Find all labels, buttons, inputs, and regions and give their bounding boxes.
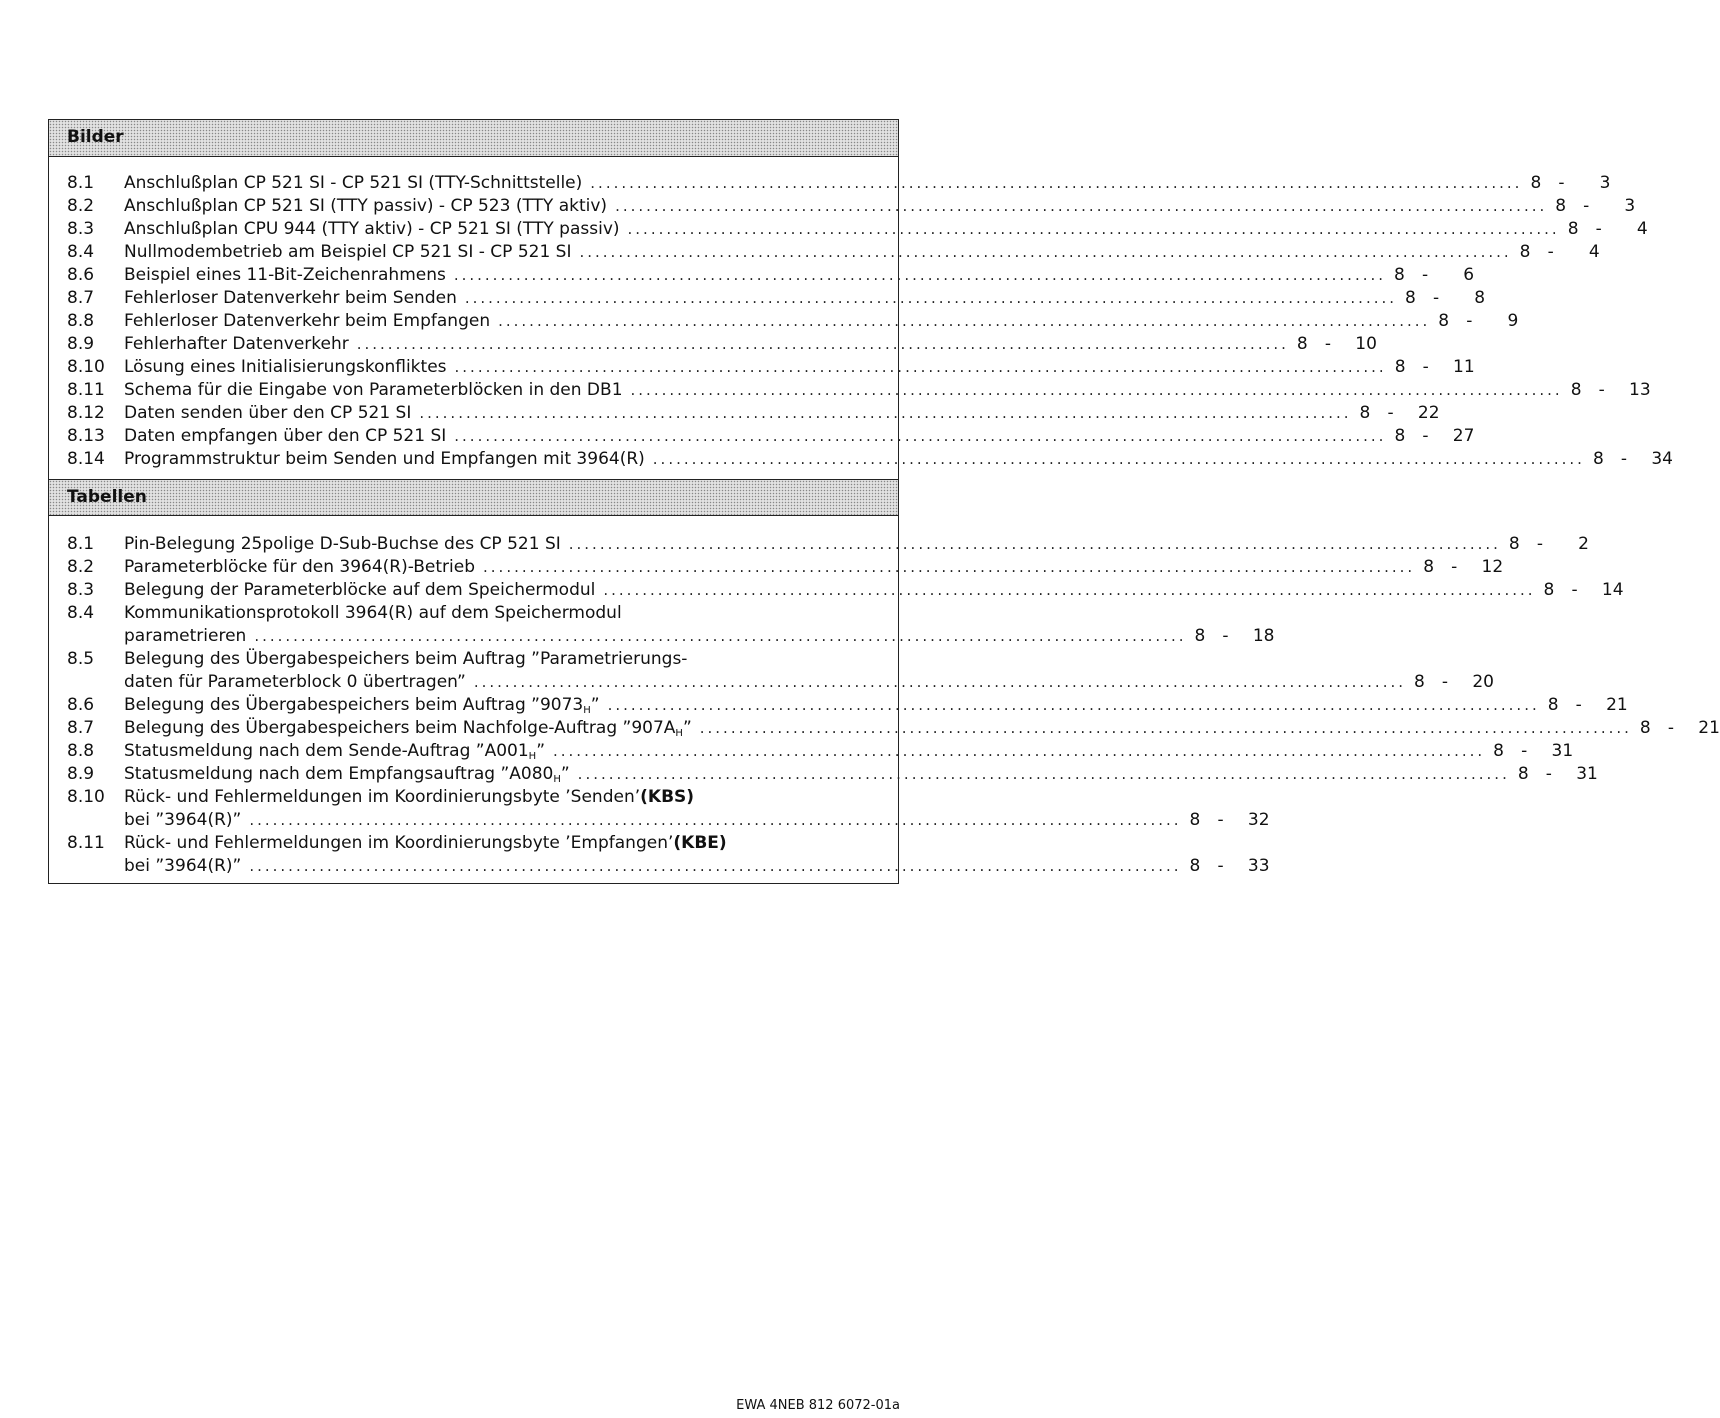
page-separator: - [1521,741,1528,761]
entry-number: 8.2 [67,557,95,577]
entry-body [124,195,1635,218]
entry-body [124,172,1610,195]
entry-page [1544,579,1624,602]
toc-entry[interactable] [67,648,1494,694]
entry-page [1423,556,1503,579]
page-chapter: 8 [1189,856,1201,876]
page-separator: - [1667,718,1674,738]
page-number: 2 [1578,534,1589,554]
entry-title: Pin-Belegung 25polige D-Sub-Buchse des CP 521 SI [124,534,561,554]
entry-number: 8.3 [67,580,95,600]
entry-body [124,264,1474,287]
page-separator: - [1387,403,1394,423]
entry-body [124,763,1598,786]
entry-body [124,786,1270,832]
entry-title-line [124,694,1628,717]
page-chapter: 8 [1517,764,1529,784]
section-title: Bilder [67,127,124,147]
entry-body [124,333,1377,356]
page-chapter: 8 [1423,557,1435,577]
entry-title: Belegung der Parameterblöcke auf dem Speichermodul [124,580,596,600]
entry-body [124,832,1270,878]
page-chapter: 8 [1438,311,1450,331]
page-number: 8 [1474,288,1486,308]
page-number: 11 [1453,357,1475,377]
entry-title-part: Kommunikationsprotokoll 3964(R) auf dem Speichermodul [124,603,622,623]
entry-page [1493,740,1573,763]
page-number: 21 [1606,695,1628,715]
leader-dots: ........................................................................................................................ [615,197,1548,215]
entry-page [1571,379,1651,402]
leader-dots: ........................................................................................................................ [464,289,1398,307]
leader-dots: ........................................................................................................................ [356,335,1289,353]
entry-title-line [124,379,1651,402]
entry-number: 8.1 [67,534,95,554]
entry-number: 8.9 [67,764,95,784]
entry-title-line [124,533,1589,556]
toc-entry[interactable] [67,717,1720,740]
entry-title-line [124,602,1275,625]
entry-page [1394,264,1474,287]
entry-page [1190,809,1270,832]
page-chapter: 8 [1405,288,1416,308]
entry-body [124,356,1475,379]
entry-title-line [124,740,1573,763]
page-chapter: 8 [1394,265,1405,285]
bilder-list [67,172,1673,471]
page-separator: - [1547,242,1554,262]
leader-dots: ........................................................................................................................ [630,381,1563,399]
entry-title: Lösung eines Initialisierungskonfliktes [124,357,447,377]
page-separator: - [1598,380,1605,400]
leader-dots: ........................................................................................................................ [627,220,1560,238]
toc-entry[interactable] [67,425,1475,448]
leader-dots: ........................................................................................................................ [607,696,1540,714]
entry-title-line [124,402,1440,425]
page-separator: - [1432,288,1440,308]
page-separator: - [1421,265,1429,285]
entry-title-line [124,425,1474,448]
entry-body [124,425,1474,448]
entry-body [124,310,1518,333]
entry-body [124,556,1503,579]
entry-title-subscript: H [583,705,591,716]
toc-entry[interactable] [67,287,1486,310]
entry-title: bei ”3964(R)” [124,810,242,830]
entry-body [124,579,1624,602]
page-chapter: 8 [1567,219,1579,239]
entry-title-line [124,310,1518,333]
entry-number: 8.4 [67,242,95,262]
entry-title: Nullmodembetrieb am Beispiel CP 521 SI - CP 521 SI [124,242,572,262]
entry-page [1568,218,1648,241]
entry-title-line [124,671,1494,694]
page-separator: - [1422,426,1429,446]
leader-dots: ........................................................................................................................ [603,581,1536,599]
leader-dots: ........................................................................................................................ [454,427,1387,445]
entry-body [124,740,1573,763]
document-code: EWA 4NEB 812 6072-01a [736,1398,900,1413]
page-number: 27 [1452,426,1475,446]
entry-number: 8.6 [67,695,95,715]
entry-title-line [124,809,1270,832]
toc-entry[interactable] [67,356,1475,379]
entry-title-line [124,356,1475,379]
entry-page [1297,333,1377,356]
entry-title-line [124,333,1377,356]
entry-number: 8.5 [67,649,95,669]
entry-body [124,241,1600,264]
page-separator: - [1583,196,1590,216]
entry-page [1394,425,1474,448]
page-separator: - [1545,764,1552,784]
leader-dots: ........................................................................................................................ [590,174,1523,192]
page-chapter: 8 [1543,580,1555,600]
page-number: 31 [1551,741,1574,761]
entry-title [124,694,600,717]
toc-entry[interactable] [67,579,1624,602]
page-chapter: 8 [1555,196,1567,216]
page-chapter: 8 [1359,403,1371,423]
entry-number: 8.1 [67,173,95,193]
section-title: Tabellen [67,487,147,507]
leader-dots: ........................................................................................................................ [553,742,1486,760]
entry-title: Schema für die Eingabe von Parameterblöcken in den DB1 [124,380,623,400]
page-chapter: 8 [1519,242,1531,262]
page-number: 32 [1247,810,1270,830]
page-number: 10 [1355,334,1377,354]
leader-dots: ........................................................................................................................ [579,243,1512,261]
entry-title-part: Statusmeldung nach dem Empfangsauftrag ”A080 [124,764,554,784]
entry-number: 8.7 [67,288,95,308]
entry-title-line [124,763,1598,786]
entry-number: 8.14 [67,449,105,469]
entry-title-line [124,855,1270,878]
page-number: 3 [1599,173,1611,193]
entry-number: 8.11 [67,380,105,400]
page-number: 18 [1252,626,1275,646]
entry-title-part: ” [682,718,692,738]
toc-entry[interactable] [67,786,1270,832]
entry-number: 8.11 [67,833,105,853]
page-number: 6 [1463,265,1475,285]
entry-title-bold: (KBE) [673,833,727,853]
entry-title: Anschlußplan CPU 944 (TTY aktiv) - CP 521 SI (TTY passiv) [124,219,620,239]
entry-title: Fehlerhafter Datenverkehr [124,334,349,354]
entry-number: 8.10 [67,787,105,807]
page-separator: - [1558,173,1565,193]
page-number: 4 [1588,242,1600,262]
entry-title-line [124,579,1624,602]
entry-page [1438,310,1518,333]
page-number: 13 [1629,380,1651,400]
entry-title-line [124,264,1474,287]
entry-body [124,287,1485,310]
entry-title-subscript: H [675,728,683,739]
page-chapter: 8 [1394,357,1406,377]
entry-title-part: Rück- und Fehlermeldungen im Koordinierungsbyte ’Empfangen’ [124,833,674,853]
toc-entry[interactable] [67,333,1377,356]
page-separator: - [1451,557,1458,577]
entry-title: Fehlerloser Datenverkehr beim Empfangen [124,311,491,331]
entry-title: Parameterblöcke für den 3964(R)-Betrieb [124,557,476,577]
entry-number: 8.6 [67,265,95,285]
page-separator: - [1324,334,1331,354]
toc-entry[interactable] [67,310,1519,333]
page-chapter: 8 [1592,449,1604,469]
entry-title-subscript: H [528,751,537,762]
entry-title-line [124,832,1270,855]
entry-title-line [124,717,1720,740]
entry-body [124,448,1673,471]
entry-body [124,533,1589,556]
entry-title [124,717,692,740]
page-chapter: 8 [1547,695,1559,715]
page-number: 21 [1698,718,1720,738]
toc-entry[interactable] [67,402,1440,425]
toc-entry[interactable] [67,602,1275,648]
page-separator: - [1536,534,1543,554]
leader-dots: ........................................................................................................................ [699,719,1632,737]
page-chapter: 8 [1508,534,1520,554]
toc-entry[interactable] [67,195,1636,218]
entry-page [1520,241,1600,264]
entry-number: 8.8 [67,311,95,331]
page-separator: - [1575,695,1582,715]
entry-page [1593,448,1673,471]
page-number: 31 [1576,764,1598,784]
entry-title-line [124,241,1600,264]
entry-title-part: ” [590,695,600,715]
page-number: 34 [1651,449,1673,469]
entry-title: Daten senden über den CP 521 SI [124,403,412,423]
entry-title-bold: (KBS) [640,787,695,807]
entry-title: Fehlerloser Datenverkehr beim Senden [124,288,457,308]
entry-body [124,218,1648,241]
entry-number: 8.2 [67,196,95,216]
leader-dots: ........................................................................................................................ [577,765,1510,783]
entry-page [1640,717,1720,740]
entry-title-line [124,195,1635,218]
entry-title-subscript: H [553,774,561,785]
entry-title: Anschlußplan CP 521 SI - CP 521 SI (TTY-Schnittstelle) [124,173,583,193]
leader-dots: ........................................................................................................................ [568,535,1501,553]
entry-number: 8.10 [67,357,105,377]
page-number: 12 [1481,557,1504,577]
leader-dots: ........................................................................................................................ [419,404,1352,422]
entry-body [124,402,1440,425]
page-separator: - [1595,219,1602,239]
entry-page [1509,533,1589,556]
leader-dots: ........................................................................................................................ [249,811,1182,829]
entry-title [124,740,545,763]
page-separator: - [1217,856,1224,876]
entry-number: 8.4 [67,603,95,623]
leader-dots: ........................................................................................................................ [483,558,1416,576]
leader-dots: ........................................................................................................................ [652,450,1585,468]
entry-page [1405,287,1485,310]
page-separator: - [1217,810,1224,830]
entry-title-part: ” [560,764,570,784]
entry-page [1190,855,1270,878]
entry-body [124,602,1275,648]
entry-title: bei ”3964(R)” [124,856,242,876]
entry-title: Anschlußplan CP 521 SI (TTY passiv) - CP 523 (TTY aktiv) [124,196,608,216]
leader-dots: ........................................................................................................................ [473,673,1406,691]
entry-number: 8.7 [67,718,95,738]
page-chapter: 8 [1194,626,1206,646]
tabellen-list [67,533,1720,878]
entry-title-part: Belegung des Übergabespeichers beim Auftrag ”Parametrierungs- [124,649,688,669]
toc-entry[interactable] [67,694,1628,717]
page-chapter: 8 [1530,173,1542,193]
entry-number: 8.12 [67,403,105,423]
page-chapter: 8 [1570,380,1582,400]
entry-number: 8.9 [67,334,95,354]
entry-title [124,763,570,786]
toc-entry[interactable] [67,241,1600,264]
entry-body [124,379,1651,402]
entry-title-line [124,648,1494,671]
page-number: 14 [1601,580,1624,600]
page-number: 4 [1636,219,1648,239]
page-chapter: 8 [1414,672,1425,692]
entry-page [1360,402,1440,425]
toc-entry[interactable] [67,264,1475,287]
page-separator: - [1422,357,1429,377]
page-number: 22 [1417,403,1440,423]
toc-entry[interactable] [67,763,1598,786]
leader-dots: ........................................................................................................................ [453,266,1387,284]
toc-entry[interactable] [67,556,1504,579]
entry-title-part: Belegung des Übergabespeichers beim Auftrag ”9073 [124,695,584,715]
page-chapter: 8 [1394,426,1406,446]
entry-title-part: Rück- und Fehlermeldungen im Koordinierungsbyte ’Senden’ [124,787,641,807]
page-number: 33 [1247,856,1270,876]
entry-title: Beispiel eines 11-Bit-Zeichenrahmens [124,265,446,285]
entry-page [1530,172,1610,195]
page-separator: - [1571,580,1578,600]
page-number: 20 [1472,672,1494,692]
page-separator: - [1441,672,1449,692]
leader-dots: ........................................................................................................................ [498,312,1431,330]
toc-entry[interactable] [67,740,1574,763]
leader-dots: ........................................................................................................................ [254,627,1187,645]
leader-dots: ........................................................................................................................ [454,358,1387,376]
entry-page [1518,763,1598,786]
page-chapter: 8 [1296,334,1308,354]
toc-frame [48,119,1720,884]
section-header-bilder [49,120,898,157]
toc-entry[interactable] [67,379,1651,402]
entry-body [124,694,1628,717]
toc-entry[interactable] [67,172,1611,195]
entry-number: 8.13 [67,426,105,446]
entry-title-line [124,448,1673,471]
section-header-tabellen [49,479,898,516]
entry-title-part: Belegung des Übergabespeichers beim Nachfolge-Auftrag ”907A [124,718,676,738]
entry-body [124,717,1720,740]
toc-entry[interactable] [67,533,1589,556]
toc-entry[interactable] [67,218,1648,241]
entry-page [1414,671,1494,694]
entry-title-line [124,786,1270,809]
entry-page [1395,356,1475,379]
page-number: 9 [1507,311,1519,331]
entry-title-line [124,625,1275,648]
page-chapter: 8 [1639,718,1651,738]
entry-title: Programmstruktur beim Senden und Empfangen mit 3964(R) [124,449,645,469]
entry-title: parametrieren [124,626,247,646]
entry-page [1555,195,1635,218]
entry-body [124,648,1494,694]
entry-page [1195,625,1275,648]
toc-entry[interactable] [67,832,1270,878]
entry-title: daten für Parameterblock 0 übertragen” [124,672,466,692]
entry-title-line [124,556,1503,579]
page-separator: - [1222,626,1229,646]
entry-title-part: Statusmeldung nach dem Sende-Auftrag ”A001 [124,741,529,761]
entry-number: 8.8 [67,741,95,761]
entry-title-line [124,218,1648,241]
page-chapter: 8 [1493,741,1504,761]
page-chapter: 8 [1189,810,1201,830]
entry-number: 8.3 [67,219,95,239]
leader-dots: ........................................................................................................................ [249,857,1182,875]
entry-title-line [124,287,1485,310]
entry-title: Daten empfangen über den CP 521 SI [124,426,447,446]
toc-entry[interactable] [67,448,1673,471]
page-separator: - [1620,449,1628,469]
page-separator: - [1466,311,1473,331]
entry-title-part: ” [536,741,545,761]
entry-page [1548,694,1628,717]
entry-title-line [124,172,1610,195]
page-number: 3 [1624,196,1636,216]
